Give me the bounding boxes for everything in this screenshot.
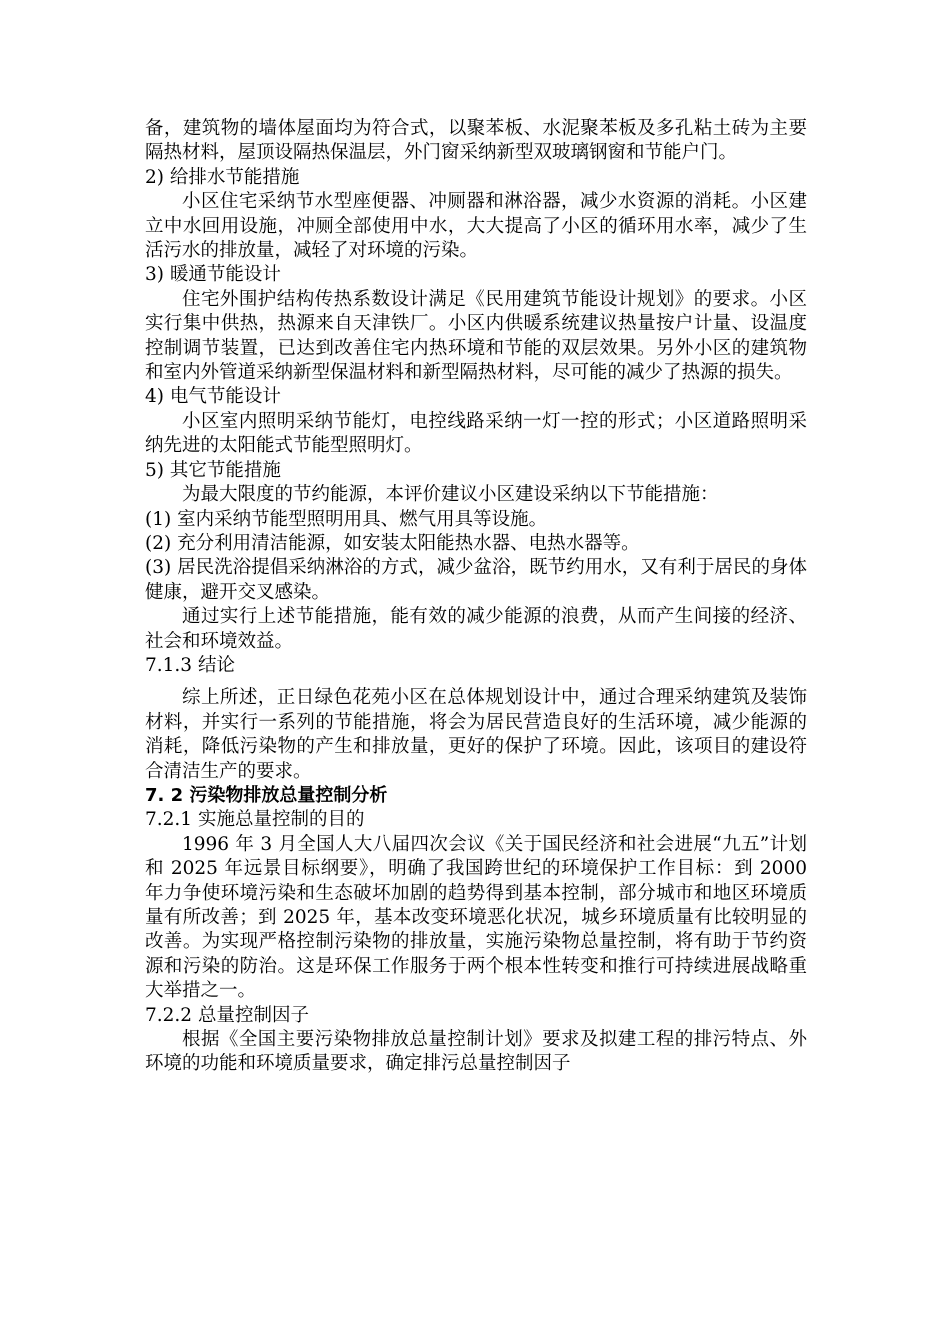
paragraph-other-measures: 为最大限度的节约能源，本评价建议小区建设采纳以下节能措施： (182, 484, 719, 506)
heading-other-measures: 5) 其它节能措施 (145, 459, 281, 481)
heading-water-saving: 2) 给排水节能措施 (145, 166, 300, 188)
list-item-2: (2) 充分利用清洁能源，如安装太阳能热水器、电热水器等。 (145, 532, 640, 554)
paragraph-conclusion: 综上所述，正日绿色花苑小区在总体规划设计中，通过合理采纳建筑及装饰材料，并实行一系列的节能措施，将会为居民营造良好的生活环境，减少能源的消耗，降低污染物的产生和排放量，更好的保护了环境。因此，该项目的建设符合清洁生产的要求。 (145, 687, 807, 782)
heading-purpose: 7.2.1 实施总量控制的目的 (145, 809, 365, 831)
list-item-1: (1) 室内采纳节能型照明用具、燃气用具等设施。 (145, 508, 548, 530)
paragraph-benefits: 通过实行上述节能措施，能有效的减少能源的浪费，从而产生间接的经济、社会和环境效益。 (145, 606, 807, 652)
heading-electrical: 4) 电气节能设计 (145, 386, 281, 408)
paragraph-water-saving: 小区住宅采纳节水型座便器、冲厕器和淋浴器，减少水资源的消耗。小区建立中水回用设施，冲厕全部使用中水，大大提高了小区的循环用水率，减少了生活污水的排放量，减轻了对环境的污染。 (145, 191, 807, 262)
spacer (145, 678, 807, 686)
paragraph-control-factors: 根据《全国主要污染物排放总量控制计划》要求及拟建工程的排污特点、外环境的功能和环境质量要求，确定排污总量控制因子 (145, 1029, 807, 1075)
paragraph-hvac: 住宅外围护结构传热系数设计满足《民用建筑节能设计规划》的要求。小区实行集中供热，热源来自天津铁厂。小区内供暖系统建议热量按户计量、设温度控制调节装置，已达到改善住宅内热环境和节能的双层效果。另外小区的建筑物和室内外管道采纳新型保温材料和新型隔热材料，尽可能的减少了热源的损失。 (145, 288, 807, 384)
paragraph-purpose: 1996 年 3 月全国人大八届四次会议《关于国民经济和社会进展“九五”计划和 2025 年远景目标纲要》，明确了我国跨世纪的环境保护工作目标：到 2000 年力争使环境污染和生态破坏加剧的趋势得到基本控制，部分城市和地区环境质量有所改善；到 2025 年，基本改变环境恶化状况，城乡环境质量有比较明显的改善。为实现严格控制污染物的排放量，实施污染物总量控制，将有助于节约资源和污染的防治。这是环保工作服务于两个根本性转变和推行可持续进展战略重大举措之一。 (145, 833, 807, 1002)
heading-control-factors: 7.2.2 总量控制因子 (145, 1004, 309, 1026)
heading-conclusion: 7.1.3 结论 (145, 654, 235, 676)
section-heading-total-control: 7. 2 污染物排放总量控制分析 (145, 784, 388, 806)
paragraph-electrical: 小区室内照明采纳节能灯，电控线路采纳一灯一控的形式；小区道路照明采纳先进的太阳能式节能型照明灯。 (145, 410, 807, 457)
paragraph-building-materials: 备，建筑物的墙体屋面均为符合式，以聚苯板、水泥聚苯板及多孔粘土砖为主要隔热材料，屋顶设隔热保温层，外门窗采纳新型双玻璃钢窗和节能户门。 (145, 118, 807, 164)
list-item-3: (3) 居民洗浴提倡采纳淋浴的方式，减少盆浴，既节约用水，又有利于居民的身体健康，避开交叉感染。 (145, 557, 807, 603)
heading-hvac: 3) 暖通节能设计 (145, 264, 281, 286)
document-page (145, 117, 807, 1077)
